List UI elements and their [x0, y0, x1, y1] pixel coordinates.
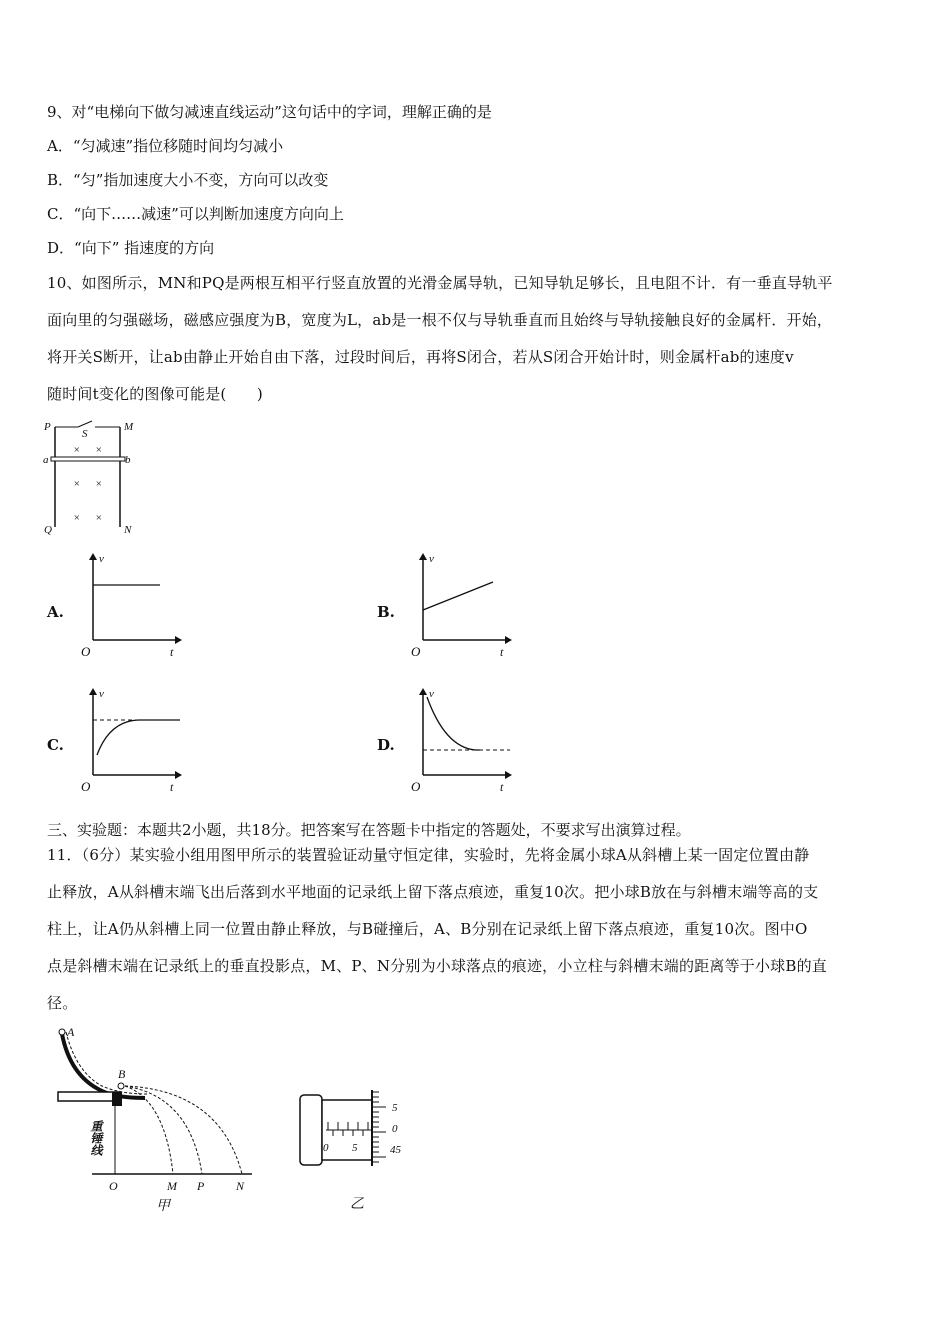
q10-line: 面向里的匀强磁场，磁感应强度为B，宽度为L，ab是一根不仅与导轨垂直而且始终与导轨接触良好的金属杆．开始，: [47, 311, 833, 329]
t-label: t: [170, 780, 174, 794]
svg-text:5: 5: [392, 1102, 398, 1114]
caption-jia: 甲: [156, 1199, 170, 1214]
arrow-icon: [505, 636, 512, 644]
q11-line: 点是斜槽末端在记录纸上的垂直投影点，M、P、N分别为小球落点的痕迹，小立柱与斜槽末端的距离等于小球B的直: [47, 957, 828, 975]
t-label: t: [500, 645, 504, 659]
label-b: B: [118, 1067, 126, 1081]
svg-text:5: 5: [352, 1142, 358, 1154]
svg-text:×: ×: [73, 444, 81, 456]
v-label: v: [429, 553, 434, 565]
label-q: Q: [44, 524, 52, 536]
svg-text:0: 0: [392, 1123, 398, 1135]
label-a: a: [43, 454, 49, 466]
origin-label: O: [411, 779, 421, 794]
label-m: M: [124, 421, 134, 433]
figure-jia-chute: [40, 1020, 270, 1220]
t-label: t: [500, 780, 504, 794]
q10-line: 将开关S断开，让ab由静止开始自由下落，过段时间后，再将S闭合，若从S闭合开始计时，则金属杆ab的速度v: [47, 348, 794, 366]
v-label: v: [429, 688, 434, 700]
label-p: P: [197, 1179, 205, 1193]
q10-line: 10、如图所示，MN和PQ是两根互相平行竖直放置的光滑金属导轨，已知导轨足够长，且电阻不计．有一垂直导轨平: [47, 274, 833, 292]
svg-text:×: ×: [95, 444, 103, 456]
svg-text:×: ×: [95, 478, 103, 490]
svg-text:×: ×: [73, 478, 81, 490]
origin-label: O: [411, 644, 421, 659]
t-label: t: [170, 645, 174, 659]
q11-line: 柱上，让A仍从斜槽上同一位置由静止释放，与B碰撞后，A、B分别在记录纸上留下落点痕迹，重复10次。图中O: [47, 920, 808, 938]
graph-option-b-label[interactable]: B.: [377, 603, 395, 621]
label-a: A: [67, 1025, 75, 1039]
graph-a: [75, 550, 185, 660]
plumb-line-label: 重锤线: [89, 1120, 103, 1156]
v-label: v: [99, 688, 104, 700]
svg-text:×: ×: [73, 512, 81, 524]
arrow-icon: [89, 688, 97, 695]
figure-yi-micrometer: [290, 1090, 420, 1220]
origin-label: O: [81, 644, 91, 659]
q9-option-a: A．“匀减速”指位移随时间均匀减小: [47, 137, 284, 155]
v-label: v: [99, 553, 104, 565]
graph-b: [405, 550, 515, 660]
q11-line: 止释放，A从斜槽末端飞出后落到水平地面的记录纸上留下落点痕迹，重复10次。把小球B放在与斜槽末端等高的支: [47, 883, 819, 901]
arrow-icon: [175, 636, 182, 644]
graph-c: [75, 685, 185, 795]
label-p: P: [44, 421, 51, 433]
q9-option-d: D．“向下” 指速度的方向: [47, 239, 215, 257]
v-t-curve: [427, 697, 480, 750]
label-s: S: [82, 428, 88, 440]
q9-option-b: B．“匀”指加速度大小不变，方向可以改变: [47, 171, 329, 189]
v-t-curve: [423, 582, 493, 610]
label-m: M: [167, 1179, 177, 1193]
arrow-icon: [419, 553, 427, 560]
q9-stem: 9、对“电梯向下做匀减速直线运动”这句话中的字词，理解正确的是: [47, 103, 492, 121]
svg-text:45: 45: [390, 1144, 401, 1156]
q10-line: 随时间t变化的图像可能是( ): [47, 385, 263, 403]
svg-text:0: 0: [323, 1142, 329, 1154]
arrow-icon: [175, 771, 182, 779]
label-n: N: [124, 524, 132, 536]
arrow-icon: [505, 771, 512, 779]
label-n: N: [236, 1179, 245, 1193]
q11-line: 径。: [47, 994, 78, 1012]
arrow-icon: [89, 553, 97, 560]
q9-option-c: C．“向下……减速”可以判断加速度方向向上: [47, 205, 344, 223]
caption-yi: 乙: [350, 1197, 364, 1212]
label-b: b: [125, 454, 131, 466]
v-t-curve: [97, 720, 180, 755]
graph-option-c-label[interactable]: C.: [47, 736, 64, 754]
magnetic-field-marks: [73, 444, 102, 524]
arrow-icon: [419, 688, 427, 695]
svg-text:×: ×: [95, 512, 103, 524]
rail-circuit-figure: [40, 415, 140, 540]
label-o: O: [109, 1179, 118, 1193]
origin-label: O: [81, 779, 91, 794]
graph-option-d-label[interactable]: D.: [377, 736, 395, 754]
q11-line: 11．（6分）某实验小组用图甲所示的装置验证动量守恒定律，实验时，先将金属小球A从斜槽上某一固定位置由静: [47, 846, 810, 864]
graph-option-a-label[interactable]: A.: [47, 603, 64, 621]
section-heading: 三、实验题：本题共2小题，共18分。把答案写在答题卡中指定的答题处，不要求写出演算过程。: [47, 821, 691, 839]
graph-d: [405, 685, 515, 795]
